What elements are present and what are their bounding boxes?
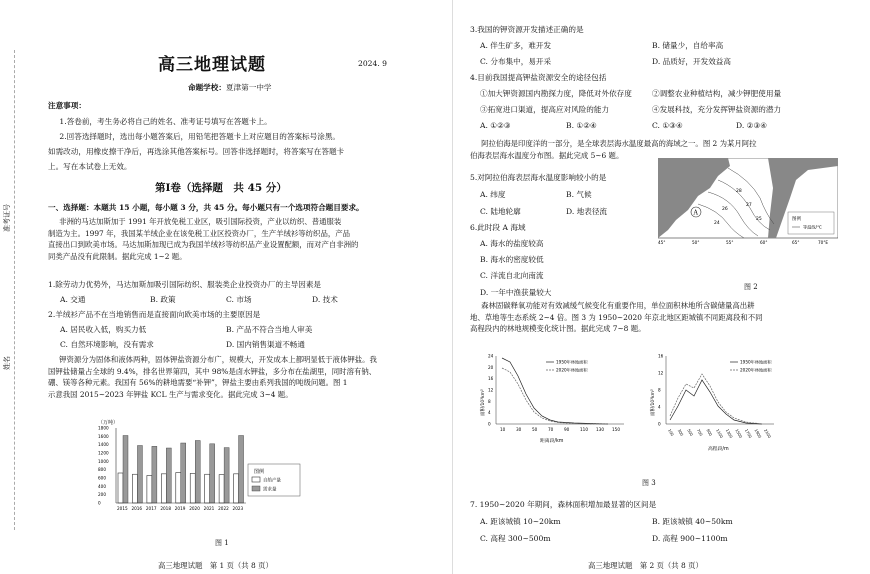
q6-stem: 6.此时段 A 海域: [470, 223, 526, 232]
fig1-legend: [248, 464, 300, 496]
fig3-right-x-tick: 1300: [724, 428, 734, 439]
fig2-legend-title: 图例: [792, 217, 801, 222]
fig3-left-y-tick: 24: [488, 353, 494, 359]
binding-line: [14, 50, 15, 530]
fig3-right-series-2020: [670, 374, 762, 424]
fig1-y-tick: 800: [98, 467, 106, 473]
fig1-x-tick: 2023: [232, 506, 244, 511]
fig2-isotherm-label: 27: [746, 203, 752, 208]
section-title: 第Ⅰ卷（选择题 共 45 分）: [155, 182, 287, 194]
fig3-left-x-tick: 150: [612, 427, 620, 432]
passage-line: 国钾盐储量占全球的 9.4%，排名世界第四，其中 98%是卤水钾盐，多分布在盐湖里，同时溶有钠、: [48, 366, 377, 376]
fig3-left-x-tick: 30: [516, 427, 522, 432]
fig1-bar-demand: [123, 436, 128, 504]
passage-line: 直接出口到欧美市场。马达加斯加现已成为我国羊绒衫等纺织品产业设置配额，而对产自非洲的: [48, 240, 359, 249]
q5-option-b[interactable]: B. 气候: [566, 190, 592, 199]
fig3-right-x-tick: 1900: [753, 428, 763, 439]
fig2-isotherm-label: 28: [736, 189, 742, 194]
fig3-right-y-tick: 16: [658, 353, 664, 359]
note-line: 上。写在本试卷上无效。: [48, 162, 132, 171]
fig2-isotherm-label: 24: [714, 221, 720, 226]
margin-name-label: 姓名: [3, 356, 11, 370]
fig3-left-y-tick: 4: [488, 410, 491, 416]
fig1-bar-production: [176, 473, 181, 503]
fig3-right-x-tick: 700: [695, 428, 704, 437]
fig1-caption: 图 1: [215, 539, 229, 547]
q1-option-a[interactable]: A. 交通: [60, 295, 86, 304]
fig3-left-legend-2020: 2020年林地面积: [556, 367, 588, 373]
q4-item-3: ③拓宽进口渠道，提高应对风险的能力: [480, 105, 610, 114]
fig1-x-tick: 2022: [218, 506, 229, 511]
fig2-legend-box: [788, 212, 834, 234]
fig3-left-x-ticks: [500, 427, 620, 432]
q5-option-a[interactable]: A. 纬度: [480, 190, 506, 199]
fig3-right-x-tick: 500: [686, 428, 695, 437]
fig3-right-legend-2020: 2020年林地面积: [740, 367, 772, 373]
fig2-lon-label: 55°: [726, 240, 734, 244]
fig1-bars: [118, 436, 244, 504]
q2-stem: 2.羊绒衫产品不在当地销售而是直接面向欧美市场的主要原因是: [48, 310, 261, 319]
fig3-right-y-tick: 8: [658, 387, 661, 393]
passage-line: 硼、镁等各种元素。我国有 56%的耕地需要“补钾”，钾盐主要由系列我国的吨级问题。图 1: [48, 378, 348, 387]
fig3-right-x-tick: 2100: [763, 428, 773, 439]
fig1-legend-swatch-demand: [252, 486, 260, 491]
fig1-bar-demand: [181, 443, 186, 503]
fig3-left-ylabel: 面积/10²km²: [481, 389, 486, 416]
school-name: 夏津第一中学: [225, 83, 272, 92]
fig1-bar-production: [190, 473, 195, 503]
q6-option-c[interactable]: C. 洋流自北向南流: [480, 271, 544, 280]
q1-option-b[interactable]: B. 政策: [150, 295, 176, 304]
q2-option-b[interactable]: B. 产品不符合当地人审美: [226, 325, 313, 334]
fig3-right-y-tick: 12: [658, 370, 664, 376]
fig3-right-y-tick: 4: [658, 404, 661, 410]
fig1-x-tick: 2018: [160, 506, 172, 511]
fig1-bar-chart: [96, 416, 316, 516]
school-line: [188, 82, 272, 93]
q4-item-2: ②调整农业种植结构，减少钾肥使用量: [652, 89, 782, 98]
fig3-left-x-tick: 70: [548, 427, 554, 432]
fig3-right-y-tick: 0: [658, 421, 661, 427]
fig1-y-tick: 400: [98, 483, 106, 489]
note-line: 如需改动，用橡皮擦干净后，再选涂其他答案标号。回答非选择题时，将答案写在答题卡: [48, 147, 345, 156]
fig3-right-x-tick: 1500: [734, 428, 744, 439]
fig1-bar-demand: [239, 436, 244, 504]
passage-line: 非洲的马达加斯加于 1991 年开放免税工业区，吸引国际投资，产业以纺织、普通服装: [59, 217, 342, 226]
q3-option-a[interactable]: A. 伴生矿多，难开发: [480, 41, 552, 50]
fig3-right-legend-1950: 1950年林地面积: [740, 359, 772, 365]
fig1-y-tick: 1000: [98, 458, 109, 464]
fig3-left-y-tick: 20: [488, 364, 494, 370]
fig1-legend-title: 图例: [254, 469, 265, 475]
fig1-y-tick: 600: [98, 475, 106, 481]
exam-date: 2024. 9: [358, 59, 387, 68]
fig1-x-tick: 2015: [117, 506, 128, 511]
fig3-left-x-tick: 50: [532, 427, 538, 432]
fig3-line-charts: [478, 350, 818, 470]
fig1-bar-demand: [195, 441, 200, 504]
passage-1: [48, 216, 443, 262]
passage-line: 地、草地等生态系统 2~4 倍。图 3 为 1950~2020 年京北地区距城镇不同距离段和不同: [470, 312, 763, 322]
fig1-legend-swatch-production: [252, 477, 260, 482]
margin-exam-number-label: 准考证号: [3, 204, 11, 232]
q4-stem: 4.目前我国提高钾盐资源安全的途径包括: [470, 73, 607, 82]
fig3-left-x-tick: 130: [596, 427, 604, 432]
fig3-left-y-tick: 8: [488, 398, 491, 404]
q2-option-d[interactable]: D. 国内销售渠道不畅通: [226, 340, 305, 349]
q5-option-c[interactable]: C. 陆地轮廓: [480, 207, 521, 216]
fig1-ylabel: （万吨）: [98, 420, 119, 426]
fig3-left-x-tick: 110: [580, 427, 588, 432]
school-label: 命题学校：: [188, 83, 226, 92]
q7-option-b[interactable]: B. 距该城镇 40~50km: [652, 517, 733, 526]
fig2-lon-label: 50°: [692, 240, 700, 244]
fig1-x-tick: 2016: [131, 506, 143, 511]
q2-option-a[interactable]: A. 居民收入低，购买力低: [60, 325, 147, 334]
q2-option-c[interactable]: C. 自然环境影响，没有需求: [60, 340, 154, 349]
fig3-right-x-tick: 1700: [743, 428, 754, 439]
fig1-bar-demand: [166, 448, 171, 503]
fig3-left-x-tick: 90: [564, 427, 570, 432]
page-divider: [452, 0, 453, 574]
fig3-left-x-tick: 10: [500, 427, 506, 432]
fig1-y-tick: 0: [98, 500, 101, 506]
q1-stem: 1.除劳动力优势外，马达加斯加吸引国际纺织、服装类企业投资办厂的主导因素是: [48, 280, 322, 289]
fig3-left-xlabel: 距离段/km: [540, 439, 564, 444]
fig3-left-y-tick: 16: [488, 376, 494, 382]
fig1-y-tick: 1400: [98, 442, 109, 448]
q7-option-c[interactable]: C. 高程 300~500m: [480, 534, 551, 543]
q3-stem: 3.我国的钾资源开发描述正确的是: [470, 25, 584, 34]
q7-option-a[interactable]: A. 距该城镇 10~20km: [480, 517, 561, 526]
fig1-y-tick: 200: [98, 492, 106, 498]
exam-title: 高三地理试题: [158, 55, 266, 75]
fig1-bar-demand: [210, 444, 215, 503]
passage-line: 森林固碳释氧功能对有效减缓气候变化有重要作用，单位面积林地所含碳储量高出耕: [481, 301, 755, 310]
section-intro: 一、选择题：本题共 15 小题，每小题 3 分，共 45 分。每小题只有一个选项符合题目要求。: [48, 203, 364, 212]
fig2-isotherm-label: 25: [756, 217, 762, 222]
fig1-bar-production: [205, 474, 210, 503]
fig3-right-x-tick: 900: [705, 428, 714, 437]
q6-option-a[interactable]: A. 海水的盐度较高: [480, 239, 544, 248]
q4-item-4: ④发展科技，充分发挥钾盐资源的潜力: [652, 105, 782, 114]
fig1-y-tick: 1800: [98, 425, 109, 431]
fig3-left-y-tick: 0: [488, 421, 491, 427]
fig1-y-ticks: [98, 426, 109, 506]
q5-option-d[interactable]: D. 地表径流: [566, 207, 608, 216]
fig1-bar-demand: [137, 446, 142, 504]
fig3-right-y-ticks: [658, 354, 664, 427]
fig1-x-tick: 2021: [203, 506, 215, 511]
passage-line: 同类产品没有此限制。据此完成 1~2 题。: [48, 251, 187, 261]
fig1-bar-production: [132, 474, 137, 503]
fig2-lon-label: 45°: [658, 240, 666, 244]
q3-option-d[interactable]: D. 品质好，开发效益高: [652, 57, 731, 66]
fig3-right-x-tick: 100: [667, 428, 676, 437]
passage-line: 伯海表层海水温度分布图。据此完成 5~6 题。: [470, 150, 624, 160]
notes-title: 注意事项：: [48, 101, 86, 110]
fig1-legend-production: 自给产量: [263, 478, 281, 484]
q4-option-b[interactable]: B. ①②④: [566, 121, 597, 130]
fig3-left-series-1950: [502, 358, 608, 424]
fig1-x-tick: 2019: [174, 506, 186, 511]
fig3-right-xlabel: 高程段/m: [708, 447, 729, 452]
fig3-right-x-ticks: [667, 428, 772, 439]
fig1-x-tick: 2020: [189, 506, 200, 511]
fig1-bar-demand: [152, 446, 157, 503]
passage-2: [48, 354, 443, 400]
right-footer: 高三地理试题 第 2 页（共 8 页）: [588, 561, 703, 570]
q3-option-c[interactable]: C. 分布集中，易开采: [480, 57, 552, 66]
fig1-bar-demand: [224, 448, 229, 503]
fig1-bar-production: [219, 475, 224, 503]
fig3-right-x-tick: 1100: [715, 428, 725, 439]
fig1-bar-production: [147, 476, 152, 504]
q4-item-1: ①加大钾资源国内勘探力度，降低对外依存度: [480, 89, 632, 98]
fig3-left-legend-1950: 1950年林地面积: [556, 359, 588, 365]
q7-option-d[interactable]: D. 高程 900~1100m: [652, 534, 728, 543]
q6-option-d[interactable]: D. 一年中渔获量较大: [480, 288, 552, 297]
fig2-isotherm-label: 26: [722, 207, 728, 212]
q3-option-b[interactable]: B. 储量少，自给率高: [652, 41, 724, 50]
fig1-legend-demand: 需求量: [263, 487, 277, 493]
fig2-lon-label: 70°E: [818, 240, 829, 244]
fig1-y-tick: 1600: [98, 433, 109, 439]
fig2-lon-label: 65°: [792, 240, 800, 244]
fig1-bar-production: [234, 474, 239, 503]
fig3-right-series-1950: [670, 380, 762, 424]
fig1-y-tick: 1200: [98, 450, 109, 456]
note-line: 1.答卷前，考生务必将自己的姓名、准考证号填写在答题卡上。: [59, 117, 272, 126]
passage-line: 钾资源分为固体和液体两种，固体钾盐资源分布广，规模大，开发成本上都明显低于液体钾盐。我: [59, 355, 377, 364]
fig2-lon-label: 60°: [760, 240, 768, 244]
fig1-bar-production: [118, 473, 123, 503]
q6-option-b[interactable]: B. 海水的密度较低: [480, 255, 544, 264]
fig2-arabian-sea-map: [658, 158, 838, 244]
q4-option-a[interactable]: A. ①②③: [480, 121, 511, 130]
left-footer: 高三地理试题 第 1 页（共 8 页）: [158, 561, 273, 570]
q4-option-d[interactable]: D. ②③④: [736, 121, 768, 130]
fig1-x-tick: 2017: [145, 506, 157, 511]
passage-4: [470, 300, 842, 335]
fig3-right-ylabel: 面积/10²km²: [651, 389, 656, 416]
fig3-left-y-tick: 12: [488, 387, 494, 393]
fig2-marker-a: A: [693, 209, 698, 217]
fig1-bar-production: [161, 474, 166, 503]
note-line: 2.回答选择题时，选出每小题答案后，用铅笔把答题卡上对应题目的答案标号涂黑。: [59, 132, 341, 141]
fig1-x-ticks: [117, 506, 244, 511]
q5-stem: 5.对阿拉伯海表层海水温度影响较小的是: [470, 173, 607, 182]
q1-option-d[interactable]: D. 技术: [312, 295, 338, 304]
q7-stem: 7. 1950~2020 年期间，森林面积增加最显著的区间是: [470, 500, 657, 509]
q4-option-c[interactable]: C. ①③④: [652, 121, 683, 130]
fig2-caption: 图 2: [744, 283, 758, 291]
fig3-caption: 图 3: [642, 479, 656, 487]
q1-option-c[interactable]: C. 市场: [226, 295, 252, 304]
passage-line: 制造为主。1997 年，我国某羊绒企业在该免税工业区投资办厂，生产羊绒衫等纺织品，产品: [48, 228, 351, 238]
notes-block: [48, 116, 443, 172]
fig3-right-x-tick: 300: [676, 428, 685, 437]
fig3-left-y-ticks: [488, 354, 494, 427]
passage-line: 示意我国 2015~2023 年钾盐 KCL 生产与需求变化。据此完成 3~4 题。: [48, 389, 293, 399]
passage-line: 高程段内的林地规模变化统计图。据此完成 7~8 题。: [470, 324, 646, 333]
passage-line: 阿拉伯海是印度洋的一部分，是全球表层海水温度最高的海域之一。图 2 为某月阿拉: [481, 139, 757, 148]
fig2-legend-item: 等温线/℃: [803, 224, 822, 230]
